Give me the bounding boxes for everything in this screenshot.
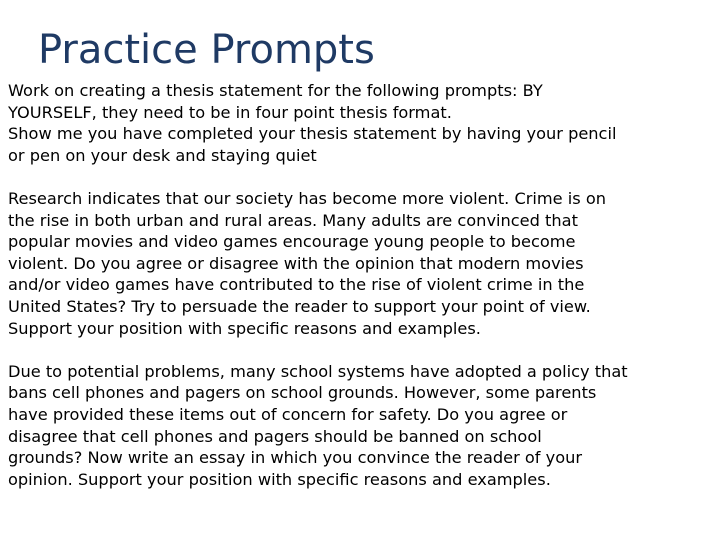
- prompt-line: and/or video games have contributed to the rise of violent crime in the: [8, 275, 585, 295]
- instruction-paragraph: [8, 123, 712, 166]
- prompt-cellphones-paragraph: [8, 361, 712, 491]
- prompt-line: bans cell phones and pagers on school grounds. However, some parents: [8, 383, 597, 403]
- instruction-paragraph: [8, 80, 712, 123]
- prompt-line: have provided these items out of concern for safety. Do you agree or: [8, 404, 568, 424]
- instruction-line: or pen on your desk and staying quiet: [8, 145, 317, 165]
- prompt-line: disagree that cell phones and pagers should be banned on school: [8, 426, 542, 446]
- prompt-violence-paragraph: [8, 188, 712, 339]
- paragraph-spacer: [8, 339, 712, 361]
- paragraph-spacer: [8, 166, 712, 188]
- slide-title: Practice Prompts: [38, 27, 375, 73]
- prompt-line: United States? Try to persuade the reader to support your point of view.: [8, 296, 591, 316]
- slide-body: [8, 80, 712, 490]
- prompt-line: grounds? Now write an essay in which you convince the reader of your: [8, 448, 583, 468]
- instruction-line: YOURSELF, they need to be in four point thesis format.: [8, 102, 452, 122]
- prompt-line: opinion. Support your position with specific reasons and examples.: [8, 469, 551, 489]
- prompt-line: Support your position with specific reasons and examples.: [8, 318, 481, 338]
- prompt-line: popular movies and video games encourage young people to become: [8, 232, 576, 252]
- instruction-line: Show me you have completed your thesis statement by having your pencil: [8, 124, 617, 144]
- prompt-line: Research indicates that our society has become more violent. Crime is on: [8, 188, 607, 208]
- instruction-line: Work on creating a thesis statement for the following prompts: BY: [8, 81, 543, 100]
- prompt-line: the rise in both urban and rural areas. Many adults are convinced that: [8, 210, 578, 230]
- prompt-line: Due to potential problems, many school systems have adopted a policy that: [8, 361, 628, 381]
- prompt-line: violent. Do you agree or disagree with the opinion that modern movies: [8, 253, 584, 273]
